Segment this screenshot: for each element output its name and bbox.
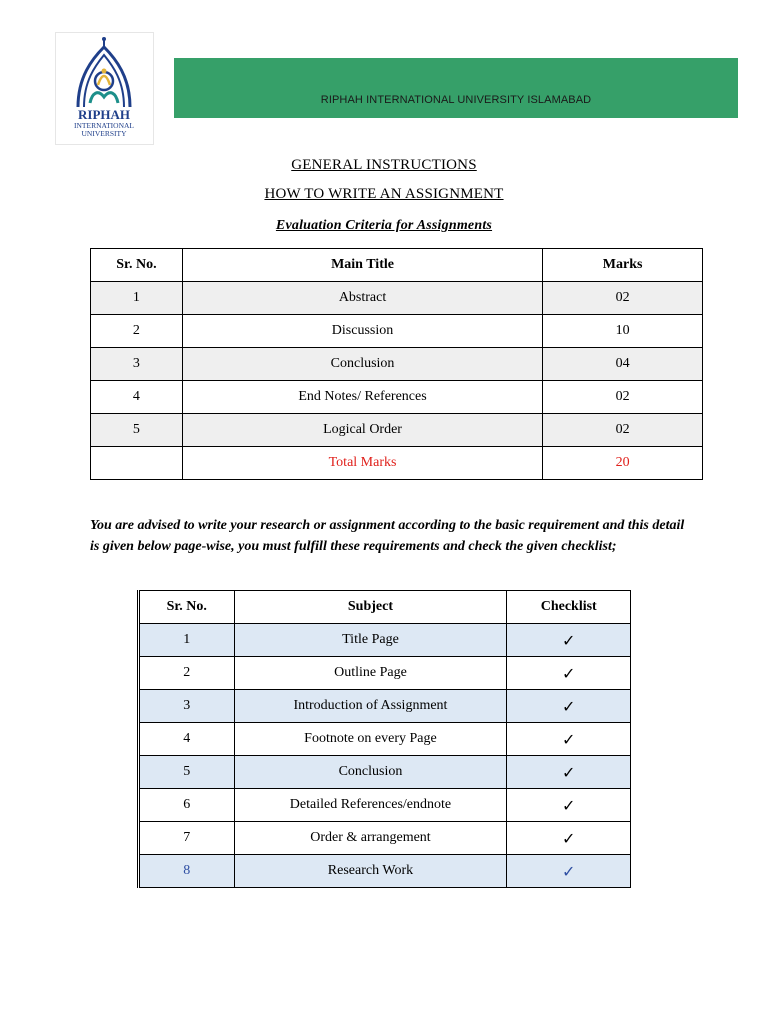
- checkmark-icon: ✓: [507, 756, 631, 789]
- cell-marks: 02: [543, 414, 703, 447]
- cell-sr: 5: [91, 414, 183, 447]
- cell-subject: Title Page: [234, 624, 507, 657]
- cell-sr: 5: [139, 756, 235, 789]
- checkmark-icon: ✓: [507, 690, 631, 723]
- table-row: [139, 723, 631, 756]
- cell-sr: 1: [139, 624, 235, 657]
- checkmark-icon: ✓: [507, 624, 631, 657]
- cell-sr-empty: [91, 447, 183, 480]
- cell-subject: Outline Page: [234, 657, 507, 690]
- cell-marks: 04: [543, 348, 703, 381]
- checkmark-icon: ✓: [507, 657, 631, 690]
- cell-sr: 2: [91, 315, 183, 348]
- total-row: [91, 447, 703, 480]
- cell-sr: 7: [139, 822, 235, 855]
- column-header-subject: Subject: [234, 591, 507, 624]
- column-header-marks: Marks: [543, 249, 703, 282]
- logo-line-3: UNIVERSITY: [81, 129, 127, 138]
- column-header-sr: Sr. No.: [139, 591, 235, 624]
- table-row: [139, 657, 631, 690]
- table-row: [91, 282, 703, 315]
- total-marks-value: 20: [543, 447, 703, 480]
- logo-line-2: INTERNATIONAL: [74, 121, 134, 130]
- advice-paragraph: You are advised to write your research or assignment according to the basic requirement and this detail is given below page-wise, you must fulfill these requirements and check the given checklist;: [90, 518, 685, 554]
- table-row: [139, 855, 631, 888]
- banner-title: RIPHAH INTERNATIONAL UNIVERSITY ISLAMABAD: [320, 94, 592, 106]
- checkmark-icon: ✓: [507, 789, 631, 822]
- column-header-main-title: Main Title: [182, 249, 542, 282]
- table-header-row: [139, 591, 631, 624]
- cell-sr: 3: [91, 348, 183, 381]
- cell-title: Discussion: [182, 315, 542, 348]
- column-header-sr: Sr. No.: [91, 249, 183, 282]
- checkmark-icon: ✓: [507, 855, 631, 888]
- heading-general-instructions: GENERAL INSTRUCTIONS: [291, 157, 477, 173]
- table-header-row: [91, 249, 703, 282]
- cell-sr: 4: [139, 723, 235, 756]
- cell-title: End Notes/ References: [182, 381, 542, 414]
- cell-marks: 10: [543, 315, 703, 348]
- cell-subject: Detailed References/endnote: [234, 789, 507, 822]
- cell-sr: 1: [91, 282, 183, 315]
- cell-marks: 02: [543, 381, 703, 414]
- cell-sr: 4: [91, 381, 183, 414]
- table-row: [139, 822, 631, 855]
- cell-title: Abstract: [182, 282, 542, 315]
- cell-sr: 8: [139, 855, 235, 888]
- table-row: [91, 414, 703, 447]
- table-row: [91, 315, 703, 348]
- table-row: [139, 756, 631, 789]
- cell-subject: Introduction of Assignment: [234, 690, 507, 723]
- table-row: [139, 624, 631, 657]
- heading-how-to-write: HOW TO WRITE AN ASSIGNMENT: [264, 186, 504, 202]
- table-row: [91, 381, 703, 414]
- cell-subject: Research Work: [234, 855, 507, 888]
- cell-sr: 6: [139, 789, 235, 822]
- header-banner: [174, 58, 738, 118]
- university-emblem-icon: [56, 33, 153, 144]
- table-row: [139, 690, 631, 723]
- checklist-table: [137, 590, 631, 888]
- table-row: [139, 789, 631, 822]
- university-logo: [55, 32, 154, 145]
- cell-title: Logical Order: [182, 414, 542, 447]
- cell-subject: Order & arrangement: [234, 822, 507, 855]
- column-header-checklist: Checklist: [507, 591, 631, 624]
- cell-subject: Footnote on every Page: [234, 723, 507, 756]
- checkmark-icon: ✓: [507, 723, 631, 756]
- table-row: [91, 348, 703, 381]
- logo-line-1: RIPHAH: [78, 107, 130, 122]
- cell-sr: 2: [139, 657, 235, 690]
- evaluation-criteria-table: [90, 248, 703, 480]
- heading-evaluation-criteria: Evaluation Criteria for Assignments: [275, 218, 493, 233]
- cell-title: Conclusion: [182, 348, 542, 381]
- cell-marks: 02: [543, 282, 703, 315]
- cell-subject: Conclusion: [234, 756, 507, 789]
- cell-sr: 3: [139, 690, 235, 723]
- checkmark-icon: ✓: [507, 822, 631, 855]
- total-marks-label: Total Marks: [182, 447, 542, 480]
